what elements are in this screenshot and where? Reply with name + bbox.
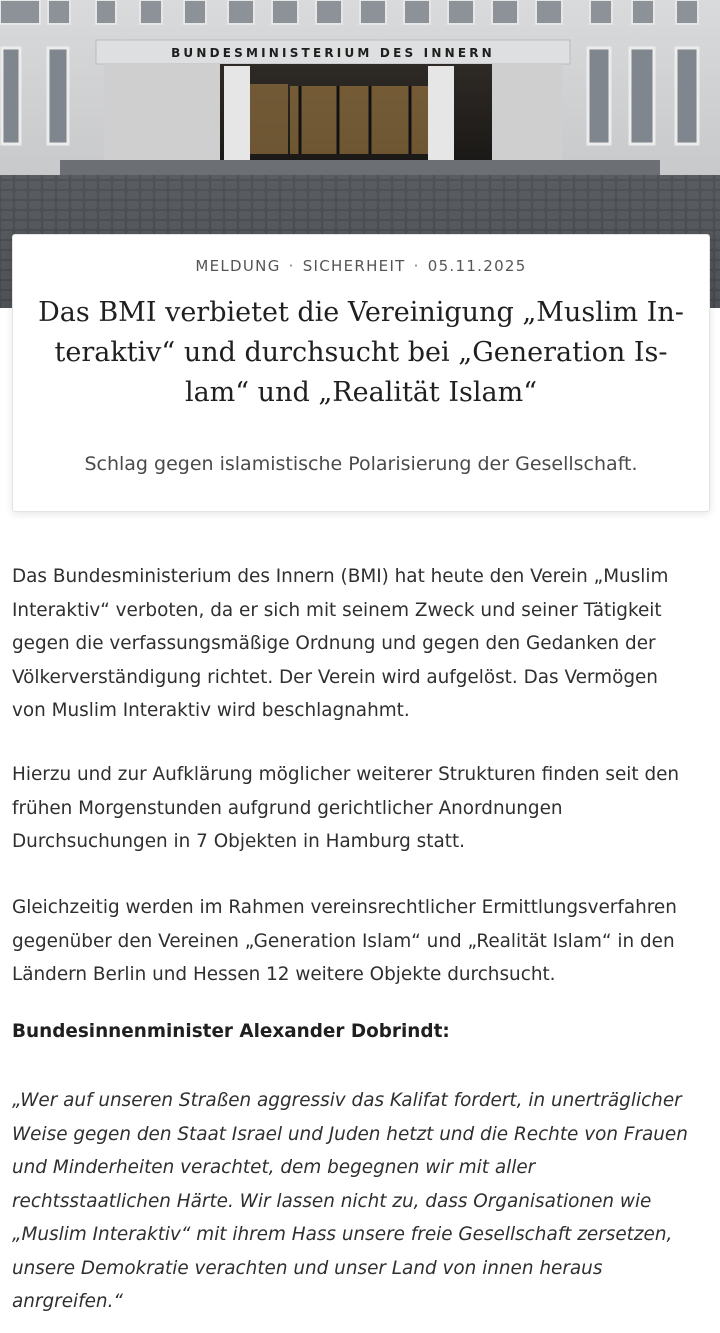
text-line: Durchsuchungen in 7 Objekten in Hamburg statt. <box>12 831 465 852</box>
meta-date: 05.11.2025 <box>427 257 527 275</box>
paragraph-3 <box>12 891 677 992</box>
article-title <box>33 293 689 413</box>
text-line: Völkerverständigung richtet. Der Verein wird aufgelöst. Das Vermögen <box>12 666 658 688</box>
quote-line: rechtsstaatlichen Härte. Wir lassen nicht zu, dass Organisationen wie <box>12 1190 652 1212</box>
paragraph-1 <box>12 560 668 728</box>
quote-speaker: Bundesinnenminister Alexander Dobrindt: <box>12 1021 450 1042</box>
quote-line: „Wer auf unseren Straßen aggressiv das Kalifat fordert, in unerträglicher <box>12 1090 682 1111</box>
title-line: teraktiv“ und durchsucht bei „Generation Is- <box>54 337 668 368</box>
teaser-card <box>12 234 710 512</box>
meta-category[interactable]: SICHERHEIT <box>302 257 406 275</box>
article-meta <box>13 257 709 275</box>
minister-quote <box>12 1084 688 1319</box>
meta-type: MELDUNG <box>195 257 281 275</box>
facade-sign: BUNDESMINISTERIUM DES INNERN <box>171 46 495 60</box>
quote-line: und Minderheiten verachtet, dem begegnen wir mit aller <box>12 1157 536 1178</box>
text-line: gegen die verfassungsmäßige Ordnung und gegen den Gedanken der <box>12 633 656 654</box>
text-line: frühen Morgenstunden aufgrund gerichtlicher Anordnungen <box>12 797 563 819</box>
title-line: Das BMI verbietet die Vereinigung „Muslim In- <box>38 297 684 328</box>
title-line: lam“ und „Realität Islam“ <box>184 377 538 408</box>
quote-line: anrgreifen.“ <box>12 1291 123 1312</box>
text-line: Hierzu und zur Aufklärung möglicher weiterer Strukturen finden seit den <box>12 764 680 785</box>
article-subtitle: Schlag gegen islamistische Polarisierung der Gesellschaft. <box>84 453 638 475</box>
quote-line: Weise gegen den Staat Israel und Juden hetzt und die Rechte von Frauen <box>12 1123 688 1145</box>
quote-line: unsere Demokratie verachten und unser Land von innen heraus <box>12 1257 603 1279</box>
quote-line: „Muslim Interaktiv“ mit ihrem Hass unsere freie Gesellschaft zersetzen, <box>12 1224 673 1245</box>
text-line: Das Bundesministerium des Innern (BMI) hat heute den Verein „Muslim <box>12 566 669 587</box>
text-line: Ländern Berlin und Hessen 12 weitere Objekte durchsucht. <box>12 964 556 985</box>
text-line: Interaktiv“ verboten, da er sich mit seinem Zweck und seiner Tätigkeit <box>12 599 662 621</box>
meta-separator: · <box>413 257 420 275</box>
paragraph-2 <box>12 758 679 859</box>
meta-separator: · <box>288 257 295 275</box>
text-line: Gleichzeitig werden im Rahmen vereinsrechtlicher Ermittlungsverfahren <box>12 897 677 918</box>
text-line: von Muslim Interaktiv wird beschlagnahmt. <box>12 700 410 721</box>
text-line: gegenüber den Vereinen „Generation Islam“ und „Realität Islam“ in den <box>12 930 675 952</box>
